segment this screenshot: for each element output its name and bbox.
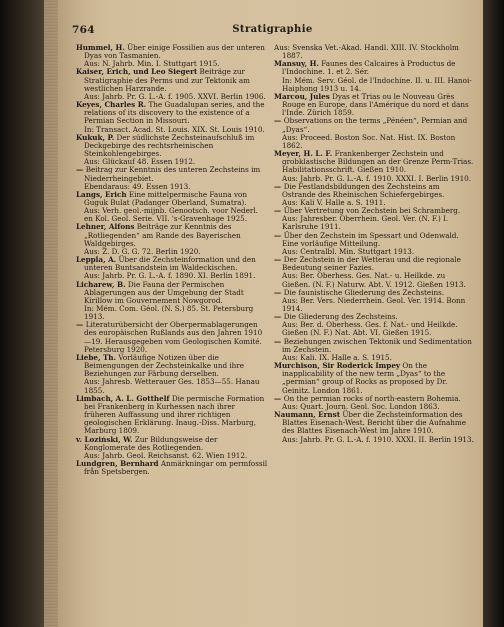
entry-title: Die Gliederung des Zechsteins. [283, 312, 398, 322]
table-background [483, 0, 504, 627]
entry-source: Aus: Centralbl. Min. Stuttgart 1913. [282, 246, 415, 256]
entry-title: Faunes des Calcaires à Productus de l'Indochine. 1. et 2. Sér. [282, 59, 456, 77]
entry-title: Der Zechstein in der Wetterau und die regionale Bedeutung seiner Fazies. [282, 255, 461, 273]
entry-source: Aus: Glückauf 48. Essen 1912. [84, 157, 196, 167]
bibliography-entry [274, 117, 474, 150]
bibliography-entry [76, 321, 268, 354]
entry-title: Die Fauna der Permischen Ablagerungen aus der Umgebung der Stadt Kirillow im Gouvernement Nowgorod. [84, 279, 244, 305]
entry-title: Beiträge zur Kenntnis des „Rotliegenden“ am Rande des Bayerischen Waldgebirges. [84, 222, 241, 248]
entry-author: Leppla, A. [76, 255, 117, 265]
entry-author: — [274, 312, 284, 322]
entry-source: Aus: Kali. IX. Halle a. S. 1915. [282, 352, 392, 362]
entry-author: Limbach, A. L. Gotthelf [76, 393, 170, 403]
entry-author: Langs, Erich [76, 189, 127, 199]
entry-title: Zur Bildungsweise der Konglomerate des Rotliegenden. [84, 434, 218, 452]
entry-author: — [76, 320, 86, 330]
entry-author: — [274, 206, 284, 216]
entry-source: Aus: Jahrb. Pr. G. L.-A. f. 1905. XXVI. Berlin 1906. [84, 91, 266, 101]
bibliography-entry [274, 232, 474, 256]
entry-author: — [274, 230, 284, 240]
entry-author: Naumann, Ernst [274, 410, 341, 420]
entry-author: Keyes, Charles R. [76, 100, 147, 110]
entry-source: In: Transact. Acad. St. Louis. XIX. St. Louis 1910. [84, 124, 265, 134]
entry-title: On the permian rocks of north-eastern Bohemia. [283, 393, 461, 403]
entry-title: Der südlichste Zechsteinaufschluß im Deckgebirge des rechtsrheinischen Steinkohlengebirges. [84, 132, 255, 159]
bibliography-entry [76, 256, 268, 280]
entry-title: Die Festlandsbildungen des Zechsteins am Ostrande des Rheinischen Schiefergebirges. [282, 181, 445, 199]
book-page [58, 0, 483, 627]
entry-source: Aus: Jahrb. Pr. G. L.-A. f. 1910. XXXI. I. Berlin 1910. [282, 173, 472, 183]
bibliography-entry [274, 289, 474, 313]
bibliography-entry [274, 411, 474, 444]
bibliography-entry [76, 44, 268, 68]
bibliography-entry [274, 150, 474, 183]
entry-source: Aus: Ber. Oberhess. Ges. Nat.- u. Heilkde. zu Gießen. (N. F.) Naturw. Abt. V. 1912. Gießen 1913. [282, 271, 466, 289]
bibliography-entry [274, 207, 474, 231]
entry-author: Kaiser, Erich, und Leo Siegert [76, 67, 198, 77]
entry-title: Literaturübersicht der Oberpermablagerungen des europäischen Rußlands aus den Jahren 1910—19. Herausgegeben vom Geologischen Komité. Petersburg 1920. [84, 320, 263, 354]
bibliography-entry [76, 68, 268, 101]
entry-title: Über einige Fossilien aus der unteren Dyas von Tasmanien. [84, 43, 265, 61]
bibliography-entry [274, 93, 474, 117]
entry-author: Kukuk, P. [76, 132, 115, 142]
entry-source: Ebendaraus: 49. Essen 1913. [84, 181, 191, 191]
bibliography-entry [274, 183, 474, 207]
bibliography-entry [274, 338, 474, 362]
entry-title: Beziehungen zwischen Tektonik und Sedimentation im Zechstein. [282, 336, 472, 354]
bibliography-entry [76, 101, 268, 134]
entry-title: The Guadalupan series, and the relations of its discovery to the existence of a Permian Section in Missouri. [84, 100, 265, 126]
entry-author: Hummel, H. [76, 43, 125, 52]
entry-source: Aus: Z. D. G. G. 72. Berlin 1920. [84, 246, 201, 256]
entry-source: Aus: Jahrb. Pr. G. L.-A. f. 1890. XI. Berlin 1891. [84, 271, 256, 281]
entry-source: In: Mém. Com. Géol. (N. S.) 85. St. Petersburg 1913. [84, 304, 254, 322]
entry-title: Frankenberger Zechstein und grobklastische Bildungen an der Grenze Perm-Trias. Habilitationsschrift. Gießen 1910. [282, 149, 474, 175]
right-column [274, 44, 474, 444]
running-head [72, 24, 473, 38]
entry-source: Aus: Jahresber. Oberrhein. Geol. Ver. (N. F.) I. Karlsruhe 1911. [282, 214, 449, 232]
entry-title: Beitrag zur Kenntnis des unteren Zechsteins im Niederrheingebiet. [84, 165, 261, 183]
left-column [76, 44, 268, 476]
bibliography-entry [274, 60, 474, 93]
bibliography-entry [76, 166, 268, 190]
entry-author: — [274, 255, 284, 265]
bibliography-entry [274, 395, 474, 411]
entry-source: Aus: Proceed. Boston Soc. Nat. Hist. IX. Boston 1862. [282, 132, 456, 150]
entry-author: — [274, 181, 284, 191]
bibliography-entry [274, 362, 474, 395]
entry-author: Mansuy, H. [274, 59, 319, 69]
entry-author: Meyer, H. L. F. [274, 149, 333, 159]
entry-source: In: Mém. Serv. Géol. de l'Indochine. II. u. III. Hanoi-Haiphong 1913 u. 14. [282, 75, 472, 93]
entry-author: Murchison, Sir Roderick Impey [274, 361, 401, 371]
bibliography-entry [76, 191, 268, 224]
entry-title: Eine mittelpermische Fauna von Guguk Bulat (Padanger Oberland, Sumatra). [84, 189, 247, 207]
entry-title: Über die Zechsteinformation und den unteren Buntsandstein im Waldeckischen. [84, 255, 256, 273]
entry-title: Vorläufige Notizen über die Beimengungen der Zechsteinkalke und ihre Beziehungen zur Färbung derselben. [84, 352, 244, 379]
entry-author: — [274, 336, 284, 346]
bibliography-entry [76, 436, 268, 460]
entry-title: Anmärkningar om permfossil från Spetsbergen. [84, 458, 268, 477]
entry-title: Die permische Formation bei Frankenberg in Kurhessen nach ihrer früheren Auffassung und ihrer richtigen geologischen Erklärung. Inaug.-Diss. Marburg, Marburg 1809. [84, 393, 265, 436]
entry-author: — [274, 287, 284, 297]
entry-title: Über Vertretung von Zechstein bei Schramberg. [283, 206, 461, 216]
entry-source: Aus: Quart. Journ. Geol. Soc. London 1863. [282, 401, 440, 411]
entry-author: — [274, 116, 284, 126]
entry-author: Lehner, Alfons [76, 222, 135, 232]
entry-author: v. Loziński, W. [76, 434, 133, 444]
entry-source: Aus: Ber. Vers. Niederrhein. Geol. Ver. 1914. Bonn 1914. [282, 295, 466, 313]
entry-author: Lundgren, Bernhard [76, 458, 159, 468]
entry-author: — [76, 165, 86, 175]
entry-author: — [274, 393, 284, 403]
entry-source: Aus: Ber. d. Oberhess. Ges. f. Nat.- und Heilkde. Gießen (N. F.) Nat. Abt. VI. Gießen 1915. [282, 320, 458, 338]
bibliography-entry [76, 460, 268, 476]
entry-source: Aus: Jahrb. Geol. Reichsanst. 62. Wien 1912. [84, 450, 248, 460]
bibliography-entry [274, 256, 474, 289]
entry-source: Aus: N. Jahrb. Min. I. Stuttgart 1915. [84, 59, 220, 69]
bibliography-entry [76, 281, 268, 322]
entry-author: Marcou, Jules [274, 91, 330, 101]
bibliography-entry [274, 44, 474, 60]
bibliography-entry [76, 395, 268, 436]
entry-title: Über den Zechstein im Spessart und Odenwald. Eine vorläufige Mitteilung. [282, 230, 459, 248]
entry-title: On the inapplicability of the new term „Dyas“ to the „permian“ group of Rocks as proposed by Dr. Geinitz. London 1861. [282, 361, 448, 395]
entry-title: Aus: Svenska Vet.-Akad. Handl. XIII. IV. Stockholm 1887. [274, 43, 459, 61]
bibliography-entry [76, 223, 268, 256]
entry-source: Aus: Kali V. Halle a. S. 1911. [282, 197, 386, 207]
entry-title: Observations on the terms „Pénéen“, Permian and „Dyas“. [282, 116, 468, 134]
page-number: 764 [72, 24, 95, 36]
bibliography-entry [76, 354, 268, 395]
entry-title: Beiträge zur Stratigraphie des Perms und zur Tektonik am westlichen Harzrande. [84, 67, 250, 93]
entry-source: Aus: Jahresb. Wetterauer Ges. 1853—55. Hanau 1855. [84, 377, 260, 395]
entry-author: Licharew, B. [76, 279, 126, 289]
bibliography-entry [274, 313, 474, 337]
entry-title: Über die Zechsteinformation des Blattes Eisenach-West. Bericht über die Aufnahme des Blattes Eisenach-West im Jahre 1910. [282, 410, 466, 436]
entry-author: Liebe, Th. [76, 352, 117, 362]
running-title: Stratigraphie [232, 24, 313, 35]
entry-source: Aus: Verh. geol.-mijnb. Genootsch. voor Nederl. en Kol. Geol. Serie. VII. 's-Gravenhage 1925. [84, 206, 258, 224]
bibliography-entry [76, 134, 268, 167]
entry-title: Die faunistische Gliederung des Zechsteins. [283, 287, 445, 297]
entry-source: Aus: Jahrb. Pr. G. L.-A. f. 1910. XXXI. II. Berlin 1913. [282, 434, 474, 444]
entry-title: Dyas et Trias ou le Nouveau Grès Rouge en Europe, dans l'Amérique du nord et dans l'Inde. Zürich 1859. [282, 91, 469, 118]
